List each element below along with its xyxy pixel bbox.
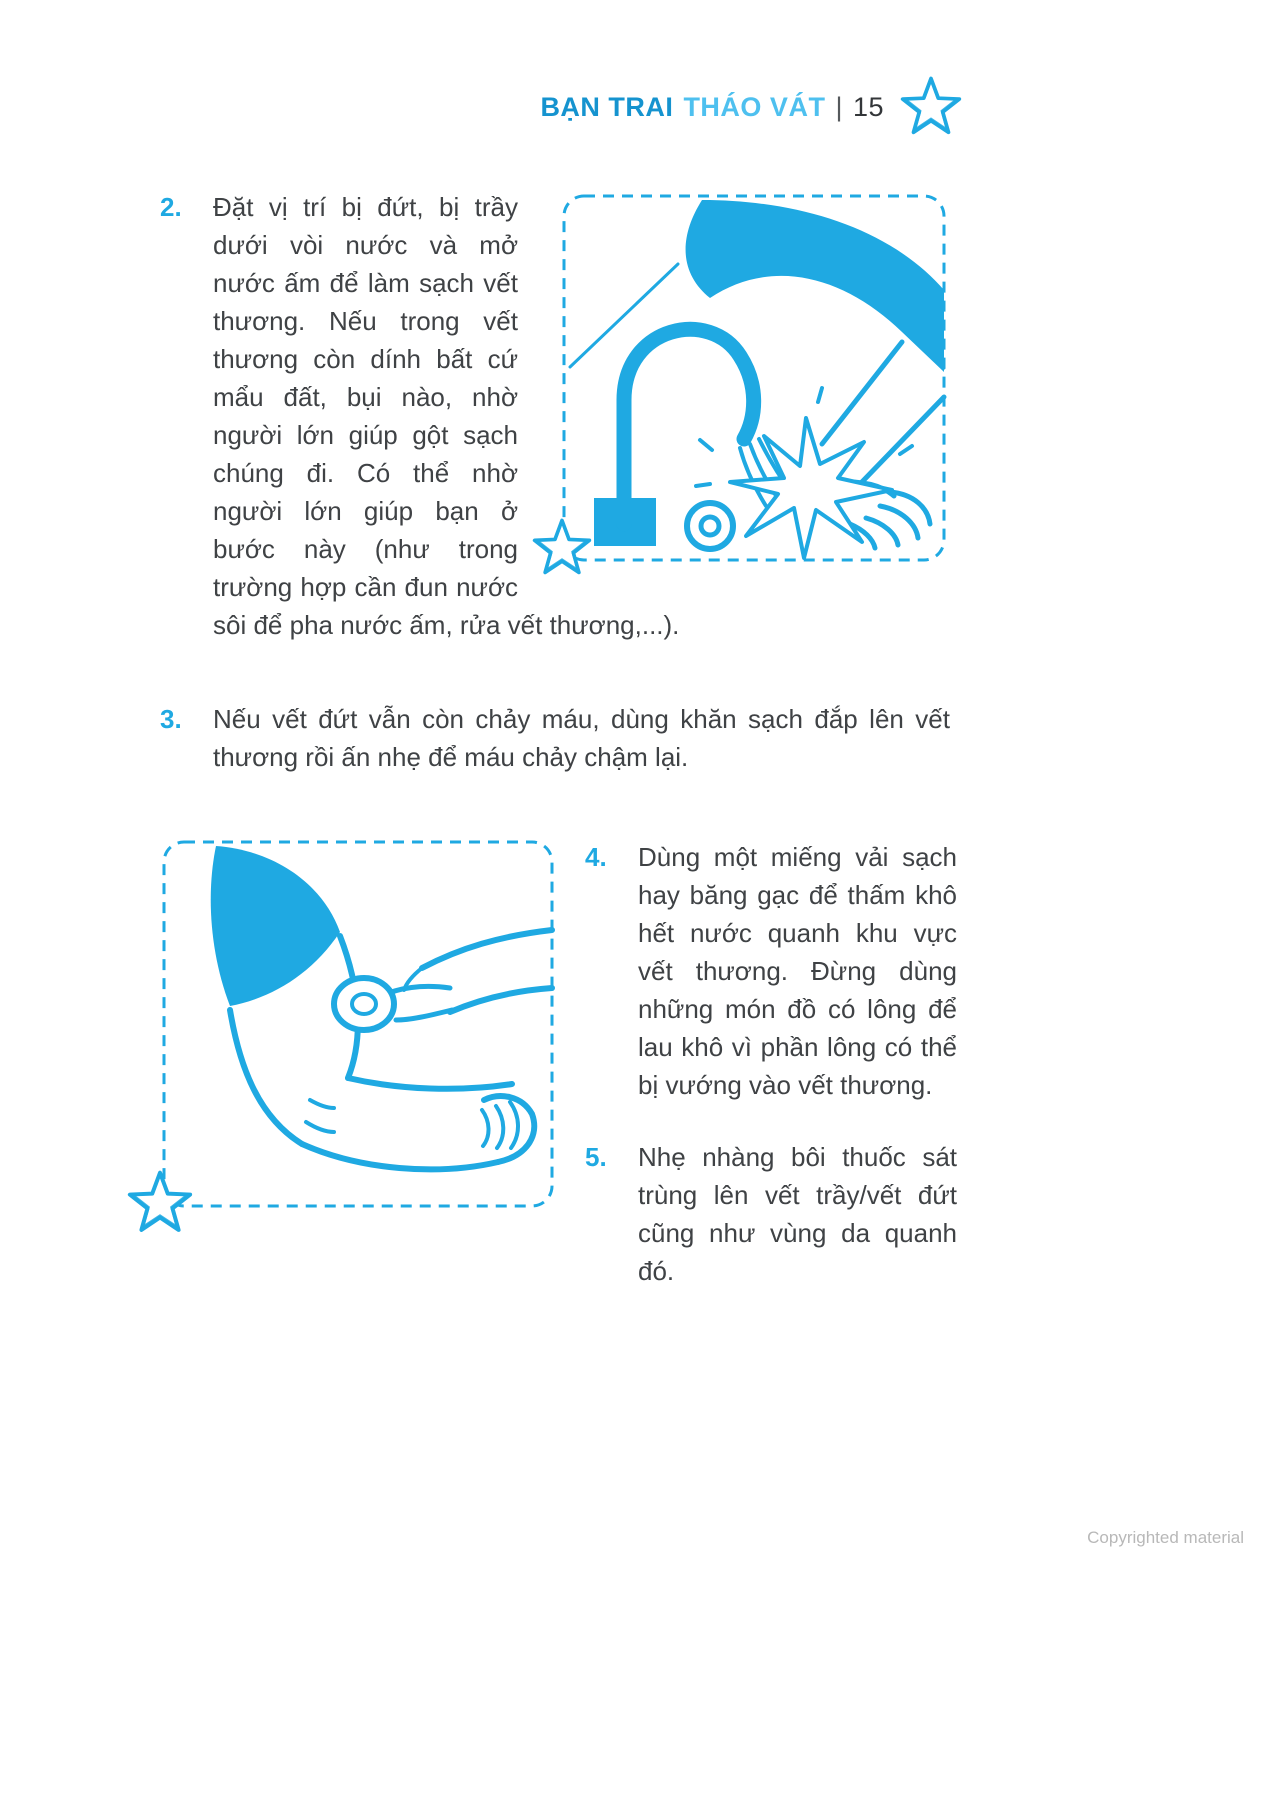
illustration-washing-wound <box>560 192 948 564</box>
header-divider: | <box>835 91 843 122</box>
step-text: Nếu vết đứt vẫn còn chảy máu, dùng khăn sạch đắp lên vết thương rồi ấn nhẹ để máu chảy chậm lại. <box>213 704 950 772</box>
star-icon <box>530 518 594 578</box>
step-number: 2. <box>160 192 182 222</box>
step-3 <box>160 700 950 776</box>
star-icon <box>124 1170 196 1236</box>
step-text: Nhẹ nhàng bôi thuốc sát trùng lên vết trầy/vết đứt cũng như vùng da quanh đó. <box>638 1142 957 1286</box>
faucet-washing-drawing <box>560 192 948 564</box>
step-number: 3. <box>160 704 182 734</box>
right-column <box>585 838 957 1290</box>
book-title: THÁO VÁT <box>683 91 826 122</box>
copyright-notice: Copyrighted material <box>1087 1528 1244 1547</box>
page-header <box>0 76 962 138</box>
step-text: Đặt vị trí bị đứt, bị trầy dưới vòi nước và mở nước ấm để làm sạch vết thương. Nếu trong vết thương còn dính bất cứ mẩu đất, bụi nào, nhờ người lớn giúp gột sạch chúng đi. Có thể nhờ người lớn giúp bạn ở bước này (như trong trường hợp cần đun nước sôi để pha nước ấm, rửa vết thương,...). <box>213 192 680 640</box>
arm-gauze-drawing <box>160 838 556 1210</box>
step-number: 5. <box>585 1142 607 1172</box>
step-5 <box>585 1138 957 1290</box>
step-text: Dùng một miếng vải sạch hay băng gạc để thấm khô hết nước quanh khu vực vết thương. Đừng dùng những món đồ có lông để lau khô vì phần lông có thể bị vướng vào vết thương. <box>638 842 957 1100</box>
star-icon <box>900 76 962 138</box>
illustration-drying-arm <box>160 838 556 1210</box>
step-2 <box>160 188 948 644</box>
step-number: 4. <box>585 842 607 872</box>
book-series: BẠN TRAI <box>540 91 674 122</box>
header-title <box>540 92 884 123</box>
page-number: 15 <box>852 91 884 122</box>
step-4 <box>585 838 957 1104</box>
